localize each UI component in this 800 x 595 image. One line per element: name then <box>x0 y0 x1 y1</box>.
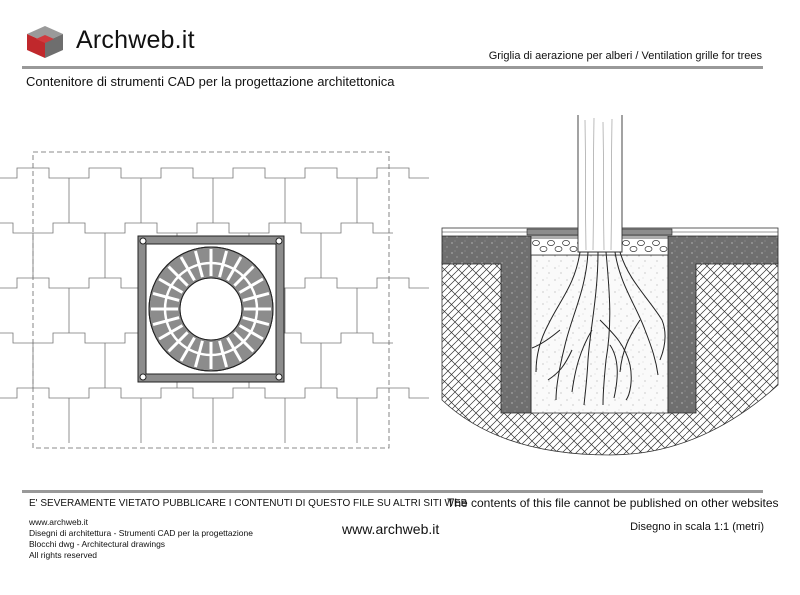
footer-divider <box>22 490 763 493</box>
footer-url[interactable]: www.archweb.it <box>342 521 440 537</box>
footer-line: Blocchi dwg - Architectural drawings <box>29 539 166 549</box>
warning-italian: E' SEVERAMENTE VIETATO PUBBLICARE I CONTENUTI DI QUESTO FILE SU ALTRI SITI WEB <box>29 498 468 509</box>
logo-text[interactable]: Archweb.it <box>76 26 195 54</box>
tagline: Contenitore di strumenti CAD per la progettazione architettonica <box>26 74 395 89</box>
footer-line: Disegni di architettura - Strumenti CAD per la progettazione <box>29 528 253 538</box>
footer-line: All rights reserved <box>29 550 98 560</box>
section-view <box>442 115 778 455</box>
footer-info <box>29 517 253 561</box>
warning-english: The contents of this file cannot be published on other websites <box>447 496 779 510</box>
drawing-scale: Disegno in scala 1:1 (metri) <box>630 521 764 533</box>
drawing-title: Griglia di aerazione per alberi / Ventilation grille for trees <box>488 50 762 62</box>
plan-view <box>0 152 429 448</box>
footer-line[interactable]: www.archweb.it <box>29 517 89 527</box>
grille-plan <box>138 236 284 382</box>
